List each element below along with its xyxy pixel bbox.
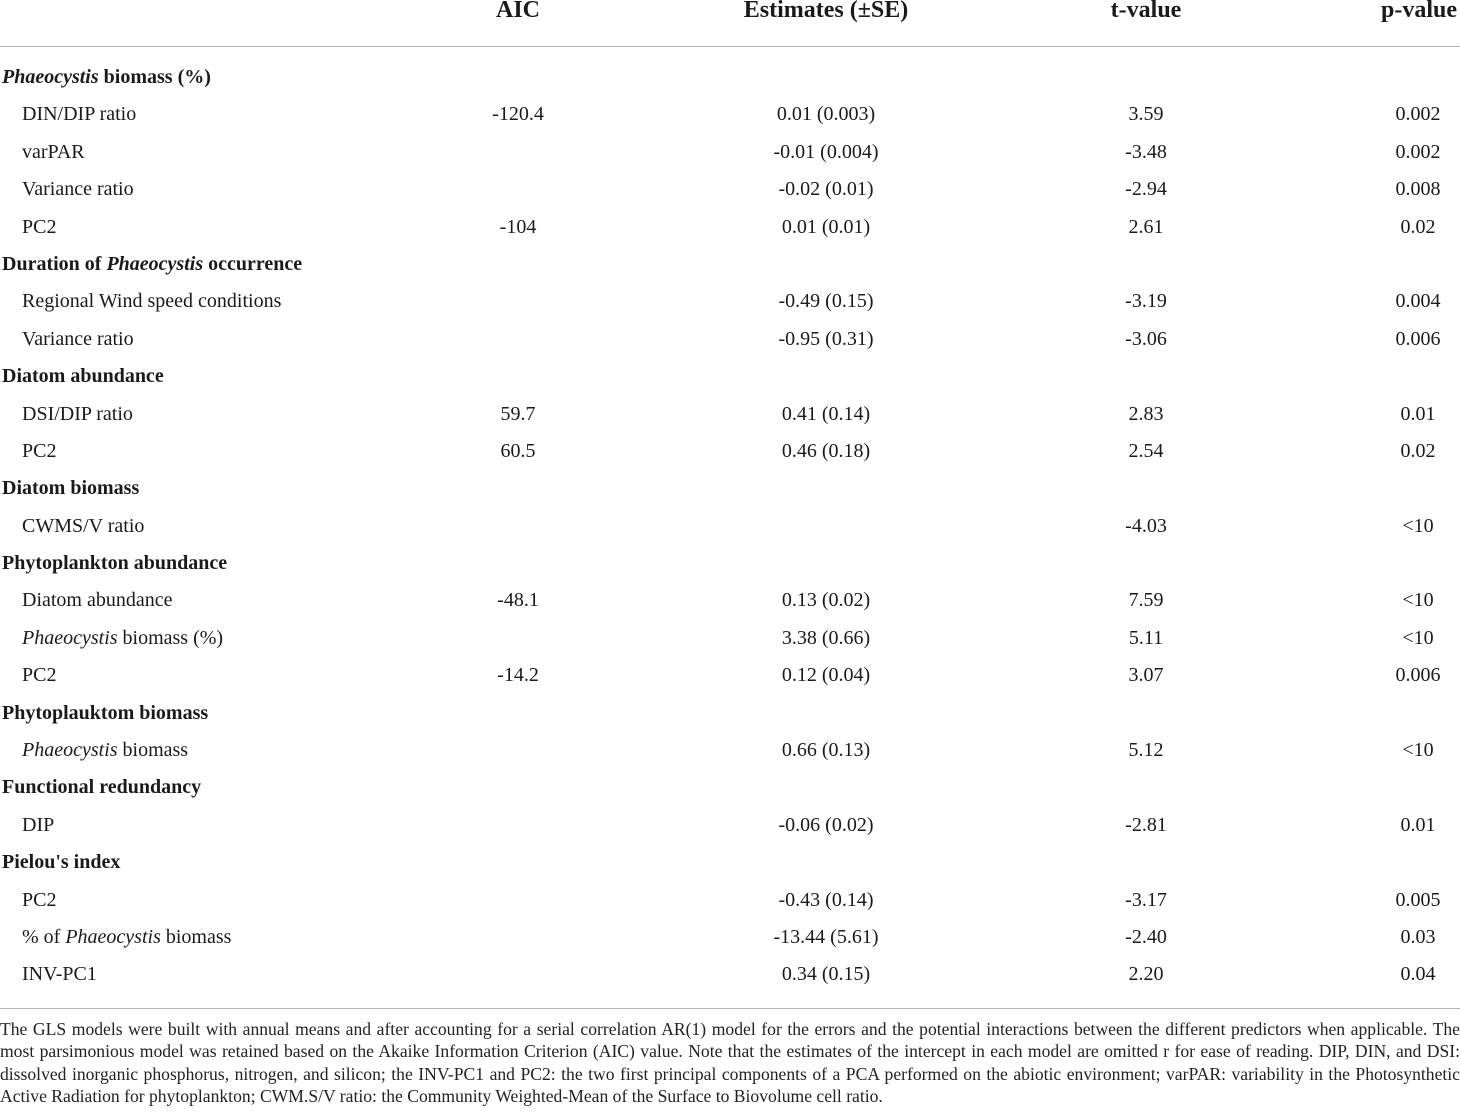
label-text: DIP: [22, 813, 55, 836]
section-row: [0, 545, 1460, 582]
header-estimates: Estimates (±SE): [743, 0, 909, 23]
t-value: 2.20: [1128, 963, 1164, 986]
table-footnote: [0, 1008, 1460, 1108]
label-text: Regional Wind speed conditions: [22, 290, 282, 313]
estimate-value: 0.01 (0.003): [776, 103, 876, 126]
p-value: 0.008: [1395, 178, 1441, 201]
label-text: biomass: [117, 739, 189, 762]
label-text: PC2: [22, 215, 57, 238]
aic-value: 59.7: [500, 402, 536, 425]
t-value: 2.83: [1128, 402, 1164, 425]
table-row: [0, 134, 1460, 171]
row-label: [22, 664, 56, 687]
section-row: [0, 246, 1460, 283]
header-aic: AIC: [495, 0, 541, 23]
t-value: -2.40: [1125, 925, 1167, 948]
estimate-value: 0.66 (0.13): [781, 739, 871, 762]
t-value: -4.03: [1125, 514, 1167, 537]
section-row: [0, 769, 1460, 806]
p-value: 0.01: [1400, 402, 1436, 425]
table-header: [0, 0, 1460, 47]
row-label: [22, 814, 54, 837]
p-value: <10: [1402, 514, 1434, 537]
t-value: -3.48: [1125, 140, 1167, 163]
aic-value: -14.2: [497, 664, 539, 687]
table-row: [0, 807, 1460, 844]
row-label: [22, 963, 97, 986]
label-text: PC2: [22, 888, 57, 911]
aic-value: -104: [499, 215, 537, 238]
t-value: 7.59: [1128, 589, 1164, 612]
estimate-value: 0.01 (0.01): [781, 215, 871, 238]
table-row: [0, 657, 1460, 694]
aic-value: -48.1: [497, 589, 539, 612]
label-text: INV-PC1: [22, 963, 97, 986]
row-label: [22, 889, 56, 912]
table-row: [0, 919, 1460, 956]
taxon-name: Phaeocystis: [65, 925, 161, 948]
p-value: 0.002: [1395, 140, 1441, 163]
row-label: [22, 627, 223, 650]
label-text: varPAR: [22, 140, 85, 163]
taxon-name: Phaeocystis: [22, 739, 118, 762]
label-text: Variance ratio: [22, 178, 134, 201]
table-row: [0, 433, 1460, 470]
table-row: [0, 882, 1460, 919]
label-text: biomass: [160, 925, 232, 948]
estimate-value: -13.44 (5.61): [773, 925, 879, 948]
estimate-value: -0.49 (0.15): [778, 290, 874, 313]
t-value: 2.61: [1128, 215, 1164, 238]
estimate-value: -0.06 (0.02): [778, 813, 874, 836]
label-text: Duration of: [2, 252, 107, 275]
t-value: -3.19: [1125, 290, 1167, 313]
label-text: Diatom biomass: [2, 477, 140, 500]
label-text: PC2: [22, 439, 57, 462]
row-label: [22, 103, 136, 126]
p-value: 0.01: [1400, 813, 1436, 836]
p-value: <10: [1402, 589, 1434, 612]
aic-value: 60.5: [500, 439, 536, 462]
estimate-value: 0.12 (0.04): [781, 664, 871, 687]
t-value: -2.81: [1125, 813, 1167, 836]
p-value: 0.03: [1400, 925, 1436, 948]
header-p-value: p-value: [1380, 0, 1457, 23]
footnote-text: The GLS models were built with annual means and after accounting for a serial correlation AR(1) model for the errors and the potential interactions between the different predictors when applicable. The most parsimonious model was retained based on the Akaike Information Criterion (AIC) value. Note that the estimates of the intercept in each model are omitted r for ease of reading. DIP, DIN, and DSI: dissolved inorganic phosphorus, nitrogen, and silicon; the INV-PC1 and PC2: the two first principal components of a PCA performed on the abiotic environment; varPAR: variability in the Photosynthetic Active Radiation for phytoplankton; CWM.S/V ratio: the Community Weighted-Mean of the Surface to Biovolume cell ratio.: [0, 1019, 1460, 1107]
estimate-value: 3.38 (0.66): [781, 626, 871, 649]
t-value: 3.59: [1128, 103, 1164, 126]
row-label: [22, 515, 144, 538]
label-text: Phytoplankton abundance: [2, 552, 228, 575]
header-t-value: t-value: [1110, 0, 1182, 23]
row-label: [22, 216, 56, 239]
section-row: [0, 470, 1460, 507]
label-text: % of: [22, 925, 66, 948]
table-row: [0, 620, 1460, 657]
table-row: [0, 209, 1460, 246]
label-text: biomass (%): [98, 66, 211, 88]
estimate-value: 0.41 (0.14): [781, 402, 871, 425]
p-value: 0.006: [1395, 664, 1441, 687]
t-value: 2.54: [1128, 439, 1164, 462]
table-body: [0, 59, 1460, 994]
p-value: <10: [1402, 626, 1434, 649]
table-row: [0, 283, 1460, 320]
p-value: 0.04: [1400, 963, 1436, 986]
aic-value: -120.4: [492, 103, 544, 126]
estimate-value: -0.02 (0.01): [778, 178, 874, 201]
estimate-value: -0.95 (0.31): [778, 327, 874, 350]
row-label: [22, 141, 85, 164]
label-text: Pielou's index: [2, 851, 121, 874]
row-label: [22, 328, 134, 351]
label-text: Variance ratio: [22, 327, 134, 350]
taxon-name: Phaeocystis: [2, 66, 99, 88]
estimate-value: 0.34 (0.15): [781, 963, 871, 986]
label-text: biomass (%): [117, 626, 224, 649]
section-label: [2, 253, 302, 276]
row-label: [22, 589, 173, 612]
row-label: [22, 739, 188, 762]
table-row: [0, 956, 1460, 993]
label-text: DSI/DIP ratio: [22, 402, 133, 425]
label-text: Functional redundancy: [2, 776, 202, 799]
label-text: CWMS/V ratio: [22, 514, 145, 537]
section-label: [2, 702, 208, 725]
taxon-name: Phaeocystis: [106, 252, 204, 275]
row-label: [22, 440, 56, 463]
table-row: [0, 396, 1460, 433]
t-value: 3.07: [1128, 664, 1164, 687]
p-value: 0.006: [1395, 327, 1441, 350]
row-label: [22, 926, 231, 949]
estimate-value: -0.01 (0.004): [773, 140, 879, 163]
t-value: -2.94: [1125, 178, 1167, 201]
estimate-value: 0.13 (0.02): [781, 589, 871, 612]
p-value: 0.005: [1395, 888, 1441, 911]
section-label: [2, 66, 211, 89]
t-value: 5.11: [1128, 626, 1164, 649]
section-label: [2, 477, 139, 500]
section-row: [0, 358, 1460, 395]
section-row: [0, 695, 1460, 732]
label-text: PC2: [22, 664, 57, 687]
estimate-value: 0.46 (0.18): [781, 439, 871, 462]
table-row: [0, 508, 1460, 545]
table-row: [0, 582, 1460, 619]
p-value: 0.002: [1395, 103, 1441, 126]
label-text: Phytoplauktom biomass: [2, 701, 209, 724]
section-row: [0, 59, 1460, 96]
label-text: occurrence: [203, 252, 303, 275]
label-text: DIN/DIP ratio: [22, 103, 137, 126]
table-row: [0, 96, 1460, 133]
table-row: [0, 732, 1460, 769]
t-value: -3.17: [1125, 888, 1167, 911]
label-text: Diatom abundance: [2, 365, 164, 388]
p-value: 0.004: [1395, 290, 1441, 313]
section-row: [0, 844, 1460, 881]
p-value: <10: [1402, 739, 1434, 762]
t-value: -3.06: [1125, 327, 1167, 350]
p-value: 0.02: [1400, 439, 1436, 462]
table-row: [0, 171, 1460, 208]
row-label: [22, 290, 281, 313]
label-text: Diatom abundance: [22, 589, 173, 612]
table-row: [0, 321, 1460, 358]
row-label: [22, 403, 133, 426]
section-label: [2, 365, 164, 388]
section-label: [2, 552, 227, 575]
p-value: 0.02: [1400, 215, 1436, 238]
section-label: [2, 776, 201, 799]
taxon-name: Phaeocystis: [22, 626, 118, 649]
estimate-value: -0.43 (0.14): [778, 888, 874, 911]
section-label: [2, 851, 120, 874]
t-value: 5.12: [1128, 739, 1164, 762]
row-label: [22, 178, 134, 201]
